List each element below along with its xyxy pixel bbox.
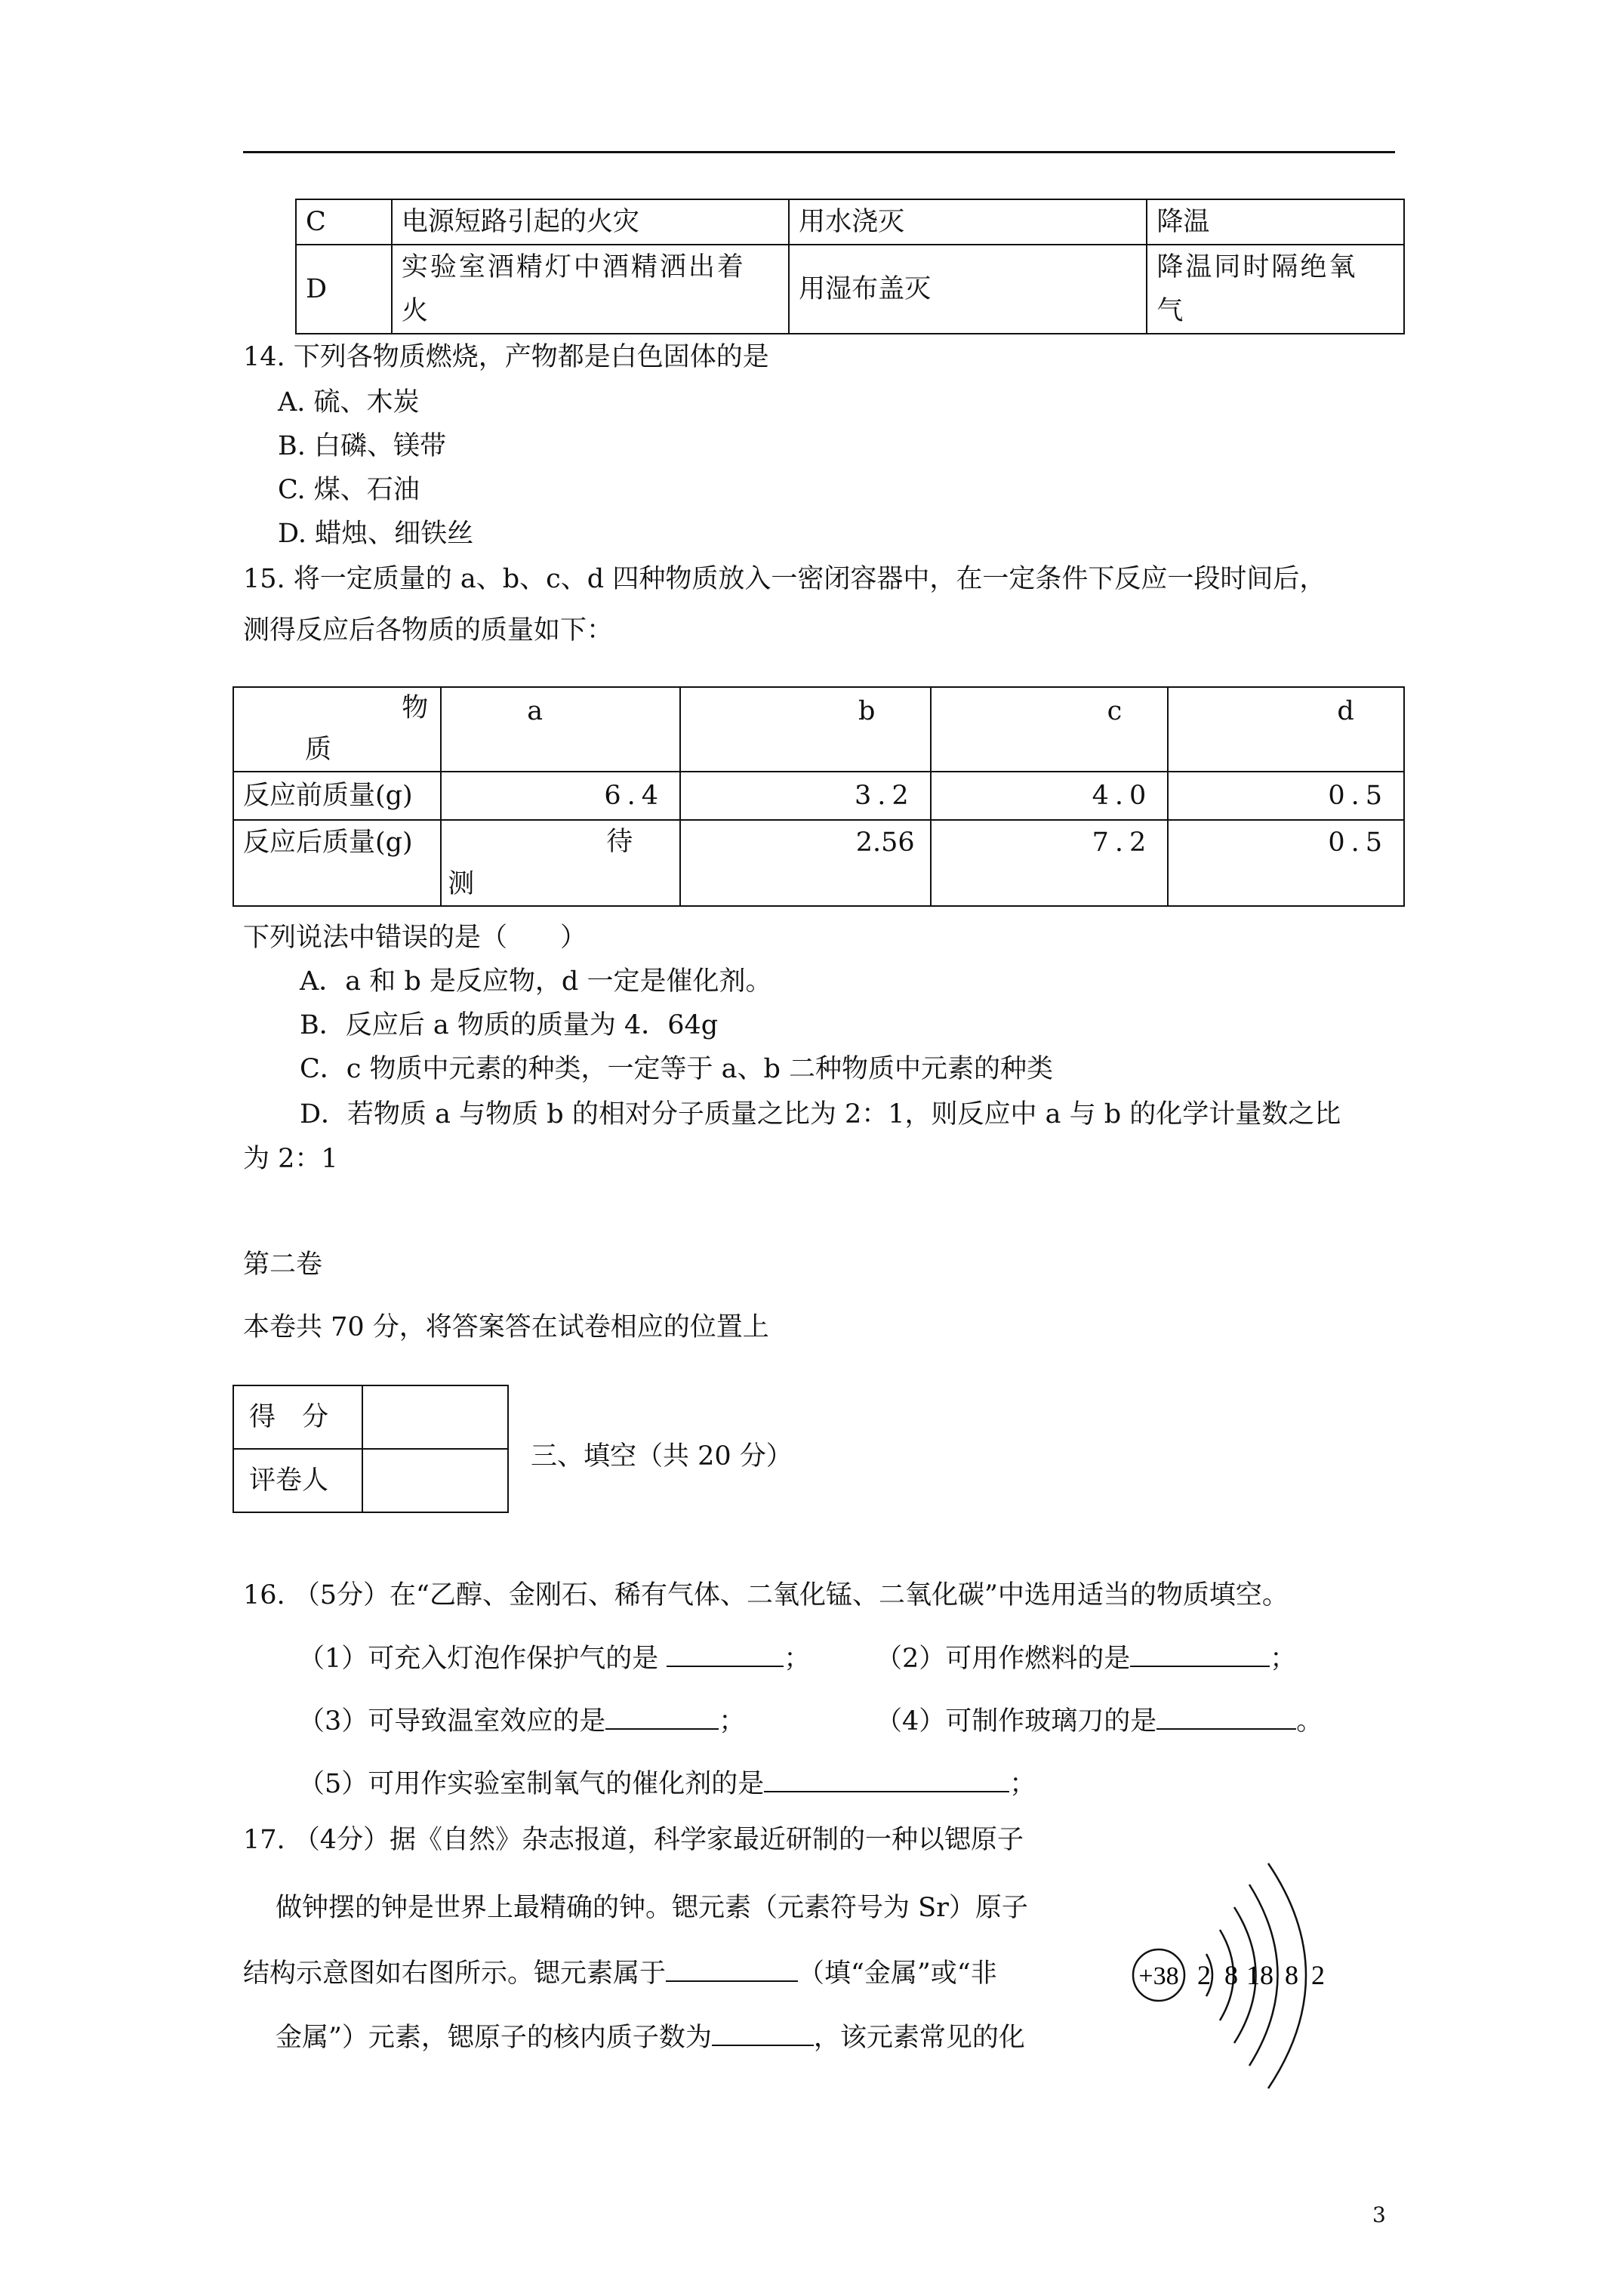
q15-option-c: C．c 物质中元素的种类，一定等于 a、b 二种物质中元素的种类 [300, 1054, 1054, 1084]
q15-question: 下列说法中错误的是（ ） [243, 923, 587, 953]
q16-item2 [876, 1643, 1296, 1672]
shell-count: 2 [1311, 1960, 1325, 1990]
header-corner-bottom: 质 [305, 735, 332, 765]
cell-value: 4.0 [931, 772, 1169, 820]
q16-item3-text: （3）可导致温室效应的是 [298, 1706, 606, 1737]
shell-count: 8 [1285, 1960, 1298, 1990]
fire-cause-line2: 火 [401, 296, 430, 326]
q17-line1: 17. （4分）据《自然》杂志报道，科学家最近研制的一种以锶原子 [243, 1825, 1024, 1855]
part2-desc: 本卷共 70 分，将答案答在试卷相应的位置上 [243, 1312, 769, 1342]
q15-stem-line2: 测得反应后各物质的质量如下： [243, 615, 614, 646]
cell-value-pending [441, 820, 680, 906]
q16-item4 [876, 1706, 1323, 1735]
col-label: a [527, 696, 544, 726]
q17-line4-tail: ，该元素常见的化 [813, 2023, 1025, 2053]
cell-value: 0.5 [1168, 820, 1404, 906]
q16-item1-text: （1）可充入灯泡作保护气的是 [298, 1644, 667, 1674]
punct: ； [784, 1644, 811, 1674]
table-row [233, 772, 1404, 820]
q15-option-d-cont: 为 2：1 [243, 1144, 338, 1174]
principle-line1: 降温同时隔绝氧 [1156, 252, 1358, 282]
q17-line3-tail: （填“金属”或“非 [798, 1959, 997, 1989]
q15-option-d: D．若物质 a 与物质 b 的相对分子质量之比为 2：1，则反应中 a 与 b 的化学计量数之比 [300, 1099, 1341, 1130]
header-corner-top: 物 [402, 693, 429, 723]
q15-option-b: B．反应后 a 物质的质量为 4．64g [300, 1010, 719, 1040]
cell-value: 6.4 [441, 772, 680, 820]
q16-item4-text: （4）可制作玻璃刀的是 [876, 1706, 1157, 1737]
col-header-d [1168, 687, 1404, 772]
grader-label: 评卷人 [233, 1449, 362, 1512]
q16-item2-text: （2）可用作燃料的是 [876, 1644, 1131, 1674]
col-header-c [931, 687, 1169, 772]
header-corner [233, 687, 441, 772]
header-rule [243, 151, 1395, 153]
q14-option-a: A. 硫、木炭 [278, 387, 420, 418]
q15-stem-line1: 15. 将一定质量的 a、b、c、d 四种物质放入一密闭容器中，在一定条件下反应一段时间后， [243, 564, 1326, 594]
q17-line3-text: 结构示意图如右图所示。锶元素属于 [243, 1959, 667, 1989]
q17-line4-text: 金属”）元素，锶原子的核内质子数为 [276, 2023, 712, 2053]
extinguish-method: 用湿布盖灭 [789, 245, 1147, 334]
extinguish-principle: 降温 [1147, 199, 1404, 245]
col-header-b [680, 687, 931, 772]
fire-cause-line1: 实验室酒精灯中酒精洒出着 [401, 252, 746, 282]
fire-cause [392, 245, 789, 334]
score-box [233, 1385, 509, 1513]
cell-value: 7.2 [931, 820, 1169, 906]
table-row [233, 820, 1404, 906]
answer-blank[interactable] [1130, 1643, 1270, 1667]
principle-line2: 气 [1156, 296, 1186, 326]
answer-blank[interactable] [666, 1958, 798, 1982]
col-header-a [441, 687, 680, 772]
table-row [296, 245, 1404, 334]
q16-item3 [298, 1706, 745, 1735]
cell-value: 0.5 [1168, 772, 1404, 820]
answer-blank[interactable] [605, 1706, 719, 1730]
punct: 。 [1296, 1706, 1323, 1737]
cell-value: 3.2 [680, 772, 931, 820]
shell-count: 2 [1197, 1960, 1211, 1990]
mass-table [233, 686, 1405, 907]
extinguish-method: 用水浇灭 [789, 199, 1147, 245]
row-label: 反应前质量(g) [233, 772, 441, 820]
pending-bottom: 测 [448, 869, 475, 899]
shell-count: 18 [1246, 1960, 1273, 1990]
extinguish-principle [1147, 245, 1404, 334]
section-title: 三、填空（共 20 分） [531, 1441, 793, 1472]
q16-item5 [298, 1768, 1036, 1798]
q16-item1 [298, 1643, 810, 1672]
punct: ； [1270, 1644, 1297, 1674]
fire-table [295, 199, 1405, 334]
pending-top: 待 [606, 827, 633, 857]
row-label: 反应后质量(g) [233, 820, 441, 906]
answer-blank[interactable] [1156, 1706, 1296, 1730]
q15-option-a: A．a 和 b 是反应物，d 一定是催化剂。 [300, 966, 772, 997]
table-row [296, 199, 1404, 245]
page-number: 3 [1372, 2202, 1386, 2227]
answer-blank[interactable] [764, 1768, 1009, 1792]
grader-cell [362, 1449, 508, 1512]
table-row [233, 687, 1404, 772]
part2-title: 第二卷 [243, 1250, 323, 1280]
col-label: b [858, 696, 876, 726]
nucleus-label: +38 [1138, 1962, 1179, 1990]
q14-option-b: B. 白磷、镁带 [278, 431, 446, 461]
row-letter: C [296, 199, 392, 245]
col-label: d [1337, 696, 1354, 726]
table-row [233, 1449, 508, 1512]
q14-option-d: D. 蜡烛、细铁丝 [278, 519, 474, 549]
q16-stem: 16. （5分）在“乙醇、金刚石、稀有气体、二氧化锰、二氧化碳”中选用适当的物质填空。 [243, 1580, 1289, 1610]
answer-blank[interactable] [667, 1643, 784, 1667]
row-letter: D [296, 245, 392, 334]
atom-structure-diagram [1117, 1857, 1351, 2106]
q16-item5-text: （5）可用作实验室制氧气的催化剂的是 [298, 1769, 765, 1799]
punct: ； [719, 1706, 746, 1737]
table-row [233, 1385, 508, 1449]
answer-blank[interactable] [712, 2022, 814, 2046]
punct: ； [1009, 1769, 1036, 1799]
shell-count: 8 [1224, 1960, 1238, 1990]
col-label: c [1107, 696, 1123, 726]
q17-line2: 做钟摆的钟是世界上最精确的钟。锶元素（元素符号为 Sr）原子 [276, 1893, 1028, 1923]
q14-stem: 14. 下列各物质燃烧，产物都是白色固体的是 [243, 342, 769, 372]
cell-value: 2.56 [680, 820, 931, 906]
q14-option-c: C. 煤、石油 [278, 475, 420, 505]
score-label: 得 分 [233, 1385, 362, 1449]
fire-cause: 电源短路引起的火灾 [392, 199, 789, 245]
q17-line3 [243, 1958, 997, 1987]
score-cell [362, 1385, 508, 1449]
q17-line4 [276, 2022, 1025, 2051]
